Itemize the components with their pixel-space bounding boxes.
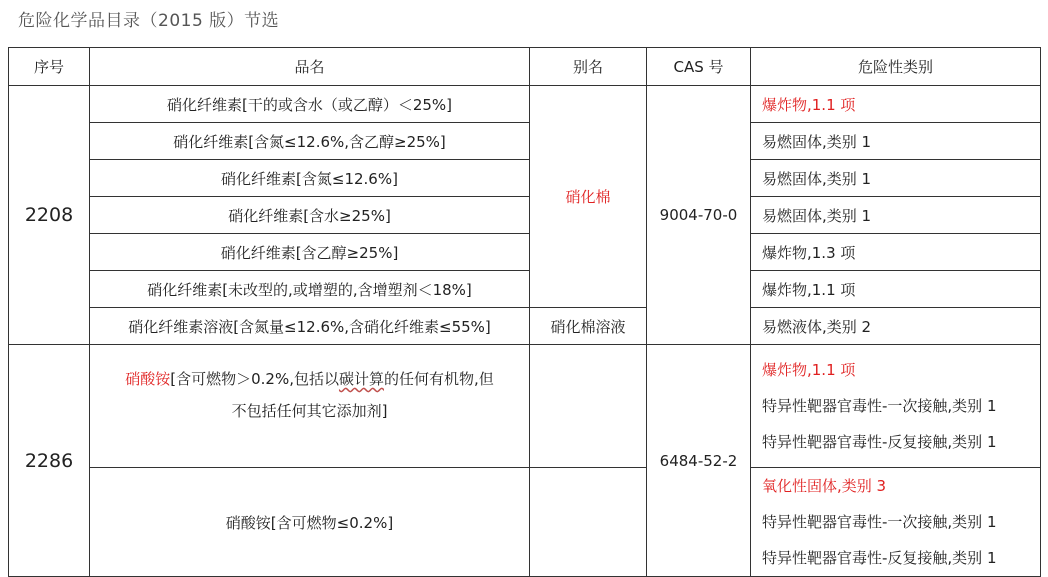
cas-cell: 9004-70-0	[647, 86, 751, 345]
header-cas: CAS 号	[647, 48, 751, 86]
product-name-cell: 硝化纤维素[干的或含水（或乙醇）＜25%]	[90, 86, 530, 123]
ammonium-nitrate-highlight: 硝酸铵	[125, 370, 171, 388]
alias-cell: 硝化棉	[530, 86, 647, 308]
table-row	[9, 271, 1041, 308]
product-name-cell: 硝化纤维素[含氮≤12.6%]	[90, 160, 530, 197]
hazard-cell: 爆炸物,1.1 项	[751, 86, 1041, 123]
product-name-cell: 硝酸铵[含可燃物≤0.2%]	[90, 468, 530, 577]
table-row	[9, 468, 1041, 577]
table-row	[9, 86, 1041, 123]
product-name-cell: 硝化纤维素溶液[含氮量≤12.6%,含硝化纤维素≤55%]	[90, 308, 530, 345]
product-name-part: 的任何有机物,但	[383, 370, 494, 388]
hazard-line: 特异性靶器官毒性-反复接触,类别 1	[762, 433, 997, 451]
table-row	[9, 160, 1041, 197]
hazard-cell: 易燃固体,类别 1	[751, 160, 1041, 197]
table-row	[9, 234, 1041, 271]
table-row	[9, 345, 1041, 468]
page-title: 危险化学品目录（2015 版）节选	[18, 11, 280, 31]
hazard-line: 爆炸物,1.1 项	[762, 361, 856, 379]
cas-cell: 6484-52-2	[647, 345, 751, 577]
hazard-line: 特异性靶器官毒性-一次接触,类别 1	[762, 513, 997, 531]
header-name: 品名	[90, 48, 530, 86]
table-row	[9, 197, 1041, 234]
hazard-cell: 爆炸物,1.3 项	[751, 234, 1041, 271]
product-name-cell	[90, 345, 530, 468]
hazard-cell	[751, 468, 1041, 577]
seq-cell: 2208	[9, 86, 90, 345]
product-name-part: 不包括任何其它添加剂]	[231, 402, 388, 420]
product-name-cell: 硝化纤维素[含乙醇≥25%]	[90, 234, 530, 271]
product-name-cell: 硝化纤维素[含水≥25%]	[90, 197, 530, 234]
header-seq: 序号	[9, 48, 90, 86]
hazard-cell: 易燃液体,类别 2	[751, 308, 1041, 345]
product-name-cell: 硝化纤维素[含氮≤12.6%,含乙醇≥25%]	[90, 123, 530, 160]
hazard-line: 特异性靶器官毒性-反复接触,类别 1	[762, 549, 997, 567]
seq-cell: 2286	[9, 345, 90, 577]
spellcheck-underlined-text: 碳计算	[338, 370, 384, 388]
product-name-part: [含可燃物＞0.2%,包括以	[170, 370, 339, 388]
alias-cell: 硝化棉溶液	[530, 308, 647, 345]
alias-cell	[530, 468, 647, 577]
header-hazard: 危险性类别	[751, 48, 1041, 86]
header-row	[9, 48, 1041, 86]
hazard-cell: 易燃固体,类别 1	[751, 197, 1041, 234]
hazard-cell	[751, 345, 1041, 468]
header-alias: 别名	[530, 48, 647, 86]
hazard-line: 氧化性固体,类别 3	[762, 477, 887, 495]
table-row	[9, 308, 1041, 345]
product-name-cell: 硝化纤维素[未改型的,或增塑的,含增塑剂＜18%]	[90, 271, 530, 308]
table-row	[9, 123, 1041, 160]
hazard-line: 特异性靶器官毒性-一次接触,类别 1	[762, 397, 997, 415]
hazardous-chemicals-table	[8, 47, 1041, 577]
hazard-cell: 易燃固体,类别 1	[751, 123, 1041, 160]
alias-cell	[530, 345, 647, 468]
hazard-cell: 爆炸物,1.1 项	[751, 271, 1041, 308]
